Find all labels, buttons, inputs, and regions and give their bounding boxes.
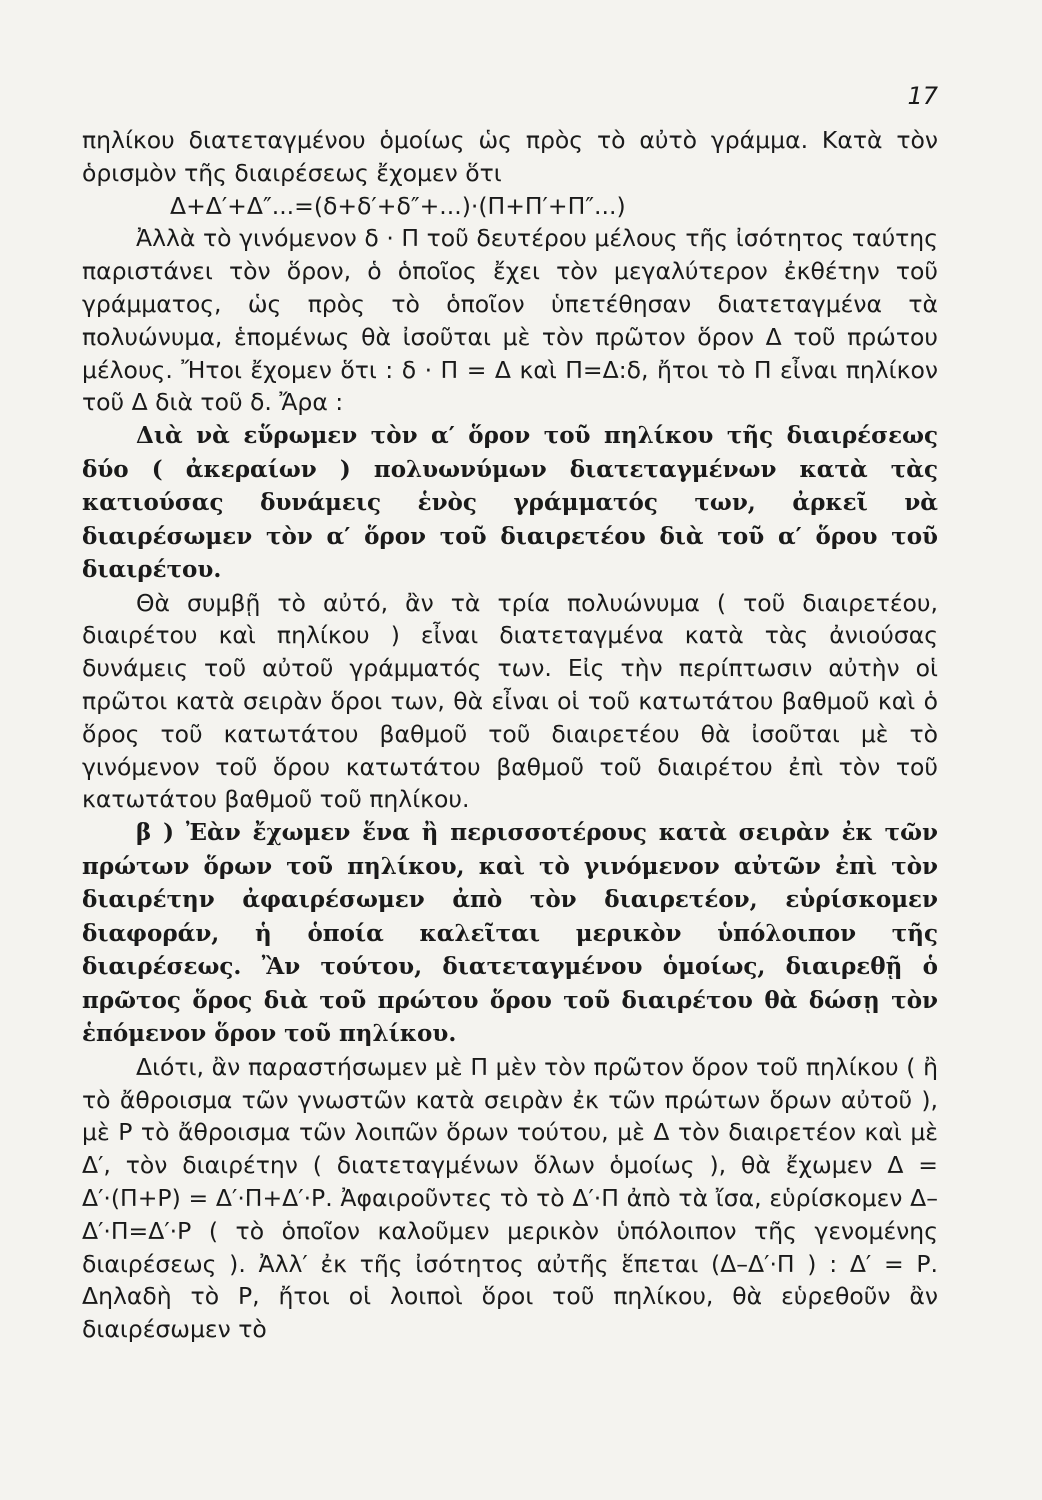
rule-first-term: Διὰ νὰ εὕρωμεν τὸν α′ ὅρον τοῦ πηλίκου τῆς διαιρέσεως δύο ( ἀκεραίων ) πολυωνύμων διατεταγμένων κατὰ τὰς κατιούσας δυνάμεις ἑνὸς γράμματός των, ἀρκεῖ νὰ διαιρέσωμεν τὸν α′ ὅρον τοῦ διαιρετέου διὰ τοῦ α′ ὅρου τοῦ διαιρέτου. bbox=[82, 422, 938, 584]
paragraph-continuation: πηλίκου διατεταγμένου ὁμοίως ὡς πρὸς τὸ αὐτὸ γράμμα. Κατὰ τὸν ὁρισμὸν τῆς διαιρέσεως ἔχομεν ὅτι bbox=[82, 126, 938, 187]
main-text bbox=[82, 124, 938, 1346]
paragraph-product-argument: Ἀλλὰ τὸ γινόμενον δ · Π τοῦ δευτέρου μέλους τῆς ἰσότητος ταύτης παριστάνει τὸν ὅρον, ὁ ὁποῖος ἔχει τὸν μεγαλύτερον ἐκθέτην τοῦ γράμματος, ὡς πρὸς τὸ ὁποῖον ὑπετέθησαν διατεταγμένα τὰ πολυώνυμα, ἑπομένως θὰ ἰσοῦται μὲ τὸν πρῶτον ὅρον Δ τοῦ πρώτου μέλους. Ἤτοι ἔχομεν ὅτι : δ · Π = Δ καὶ Π=Δ:δ, ἤτοι τὸ Π εἶναι πηλίκον τοῦ Δ διὰ τοῦ δ. Ἄρα : bbox=[82, 224, 938, 417]
rule-partial-remainder: β ) Ἐὰν ἔχωμεν ἕνα ἢ περισσοτέρους κατὰ σειρὰν ἐκ τῶν πρώτων ὅρων τοῦ πηλίκου, καὶ τὸ γινόμενον αὐτῶν ἐπὶ τὸν διαιρέτην ἀφαιρέσωμεν ἀπὸ τὸν διαιρετέον, εὑρίσκομεν διαφοράν, ἡ ὁποία καλεῖται μερικὸν ὑπόλοιπον τῆς διαιρέσεως. Ἂν τούτου, διατεταγμένου ὁμοίως, διαιρεθῇ ὁ πρῶτος ὅρος διὰ τοῦ πρώτου ὅρου τοῦ διαιρέτου θὰ δώσῃ τὸν ἑπόμενον ὅρον τοῦ πηλίκου. bbox=[82, 819, 938, 1048]
page-number: 17 bbox=[907, 82, 938, 110]
paragraph-ascending-powers: Θὰ συμβῇ τὸ αὐτό, ἂν τὰ τρία πολυώνυμα ( τοῦ διαιρετέου, διαιρέτου καὶ πηλίκου ) εἶναι διατεταγμένα κατὰ τὰς ἀνιούσας δυνάμεις τοῦ αὐτοῦ γράμματός των. Εἰς τὴν περίπτωσιν αὐτὴν οἱ πρῶτοι κατὰ σειρὰν ὅροι των, θὰ εἶναι οἱ τοῦ κατωτάτου βαθμοῦ καὶ ὁ ὅρος τοῦ κατωτάτου βαθμοῦ τοῦ διαιρετέου θὰ ἰσοῦται μὲ τὸ γινόμενον τοῦ ὅρου κατωτάτου βαθμοῦ τοῦ διαιρέτου ἐπὶ τὸν τοῦ κατωτάτου βαθμοῦ τοῦ πηλίκου. bbox=[82, 588, 938, 814]
division-formula: Δ+Δ′+Δ″...=(δ+δ′+δ″+...)·(Π+Π′+Π″...) bbox=[170, 191, 626, 220]
paragraph-proof: Διότι, ἂν παραστήσωμεν μὲ Π μὲν τὸν πρῶτον ὅρον τοῦ πηλίκου ( ἢ τὸ ἄθροισμα τῶν γνωστῶν κατὰ σειρὰν ἐκ τῶν πρώτων ὅρων αὐτοῦ ), μὲ Ρ τὸ ἄθροισμα τῶν λοιπῶν ὅρων τούτου, μὲ Δ τὸν διαιρετέον καὶ μὲ Δ′, τὸν διαιρέτην ( διατεταγμένων ὅλων ὁμοίως ), θὰ ἔχωμεν Δ = Δ′·(Π+Ρ) = Δ′·Π+Δ′·Ρ. Ἀφαιροῦντες τὸ τὸ Δ′·Π ἀπὸ τὰ ἴσα, εὑρίσκομεν Δ–Δ′·Π=Δ′·Ρ ( τὸ ὁποῖον καλοῦμεν μερικὸν ὑπόλοιπον τῆς γενομένης διαιρέσεως ). Ἀλλ′ ἐκ τῆς ἰσότητος αὐτῆς ἕπεται (Δ–Δ′·Π ) : Δ′ = Ρ. Δηλαδὴ τὸ Ρ, ἤτοι οἱ λοιποὶ ὅροι τοῦ πηλίκου, θὰ εὑρεθοῦν ἂν διαιρέσωμεν τὸ bbox=[82, 1052, 938, 1344]
